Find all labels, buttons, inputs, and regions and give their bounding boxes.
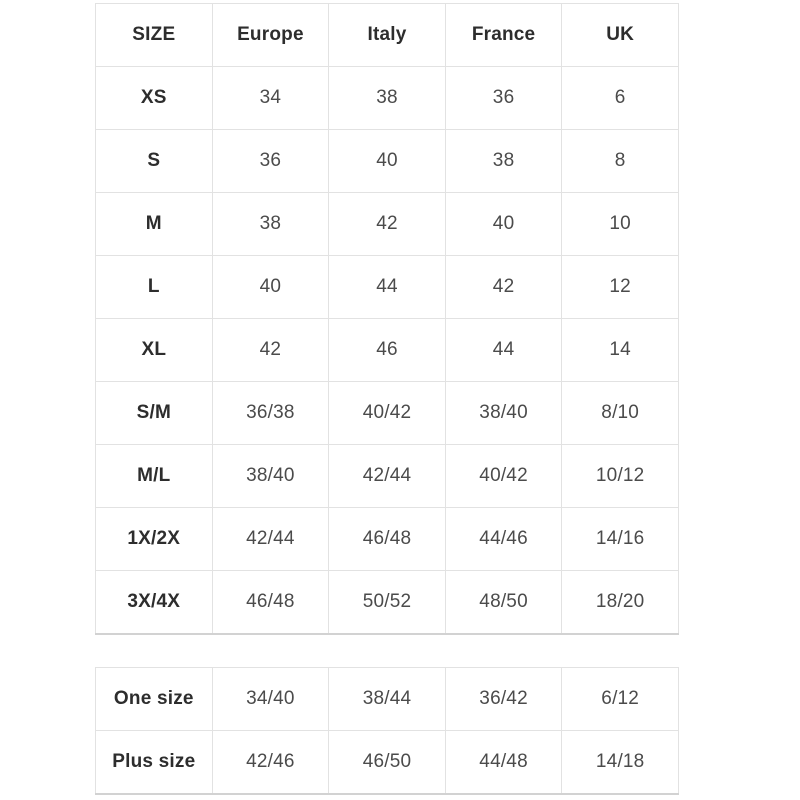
size-value: 14	[562, 319, 679, 382]
table-row-plus-size	[96, 731, 679, 795]
column-header-france: France	[445, 4, 562, 67]
special-sizes-table	[95, 667, 679, 795]
row-label: XS	[96, 67, 213, 130]
row-label: 1X/2X	[96, 508, 213, 571]
size-value: 48/50	[445, 571, 562, 635]
size-value: 38/40	[212, 445, 329, 508]
size-value: 8/10	[562, 382, 679, 445]
table-row-3x-4x	[96, 571, 679, 635]
table-row-xs	[96, 67, 679, 130]
size-value: 6	[562, 67, 679, 130]
size-value: 42/46	[212, 731, 329, 795]
size-value: 8	[562, 130, 679, 193]
size-value: 38	[445, 130, 562, 193]
table-row-s-m	[96, 382, 679, 445]
size-value: 36	[445, 67, 562, 130]
size-value: 36/38	[212, 382, 329, 445]
size-value: 18/20	[562, 571, 679, 635]
size-conversion-table	[95, 3, 679, 635]
size-value: 40/42	[329, 382, 446, 445]
column-header-italy: Italy	[329, 4, 446, 67]
row-label: L	[96, 256, 213, 319]
size-value: 34/40	[212, 668, 329, 731]
table-row-one-size	[96, 668, 679, 731]
size-value: 34	[212, 67, 329, 130]
column-header-europe: Europe	[212, 4, 329, 67]
size-value: 40/42	[445, 445, 562, 508]
table-row-m	[96, 193, 679, 256]
row-label: S/M	[96, 382, 213, 445]
size-value: 50/52	[329, 571, 446, 635]
table-row-m-l	[96, 445, 679, 508]
size-value: 40	[212, 256, 329, 319]
size-value: 10/12	[562, 445, 679, 508]
size-value: 44	[445, 319, 562, 382]
size-value: 14/16	[562, 508, 679, 571]
table-row-xl	[96, 319, 679, 382]
column-header-size: SIZE	[96, 4, 213, 67]
row-label: M/L	[96, 445, 213, 508]
size-value: 38	[212, 193, 329, 256]
size-value: 42	[329, 193, 446, 256]
table-row-s	[96, 130, 679, 193]
row-label: 3X/4X	[96, 571, 213, 635]
size-value: 40	[445, 193, 562, 256]
size-value: 46/50	[329, 731, 446, 795]
table-row-l	[96, 256, 679, 319]
size-value: 46/48	[212, 571, 329, 635]
size-value: 44/46	[445, 508, 562, 571]
size-value: 44/48	[445, 731, 562, 795]
column-header-uk: UK	[562, 4, 679, 67]
size-value: 42/44	[212, 508, 329, 571]
size-value: 12	[562, 256, 679, 319]
size-value: 46	[329, 319, 446, 382]
size-value: 38/40	[445, 382, 562, 445]
size-value: 36	[212, 130, 329, 193]
size-value: 42	[212, 319, 329, 382]
row-label: One size	[96, 668, 213, 731]
size-value: 44	[329, 256, 446, 319]
size-value: 36/42	[445, 668, 562, 731]
table-row-1x-2x	[96, 508, 679, 571]
size-value: 46/48	[329, 508, 446, 571]
header-row	[96, 4, 679, 67]
size-value: 38/44	[329, 668, 446, 731]
size-value: 6/12	[562, 668, 679, 731]
row-label: S	[96, 130, 213, 193]
size-value: 42	[445, 256, 562, 319]
row-label: XL	[96, 319, 213, 382]
size-value: 42/44	[329, 445, 446, 508]
size-value: 40	[329, 130, 446, 193]
row-label: M	[96, 193, 213, 256]
size-value: 38	[329, 67, 446, 130]
size-value: 14/18	[562, 731, 679, 795]
size-value: 10	[562, 193, 679, 256]
row-label: Plus size	[96, 731, 213, 795]
